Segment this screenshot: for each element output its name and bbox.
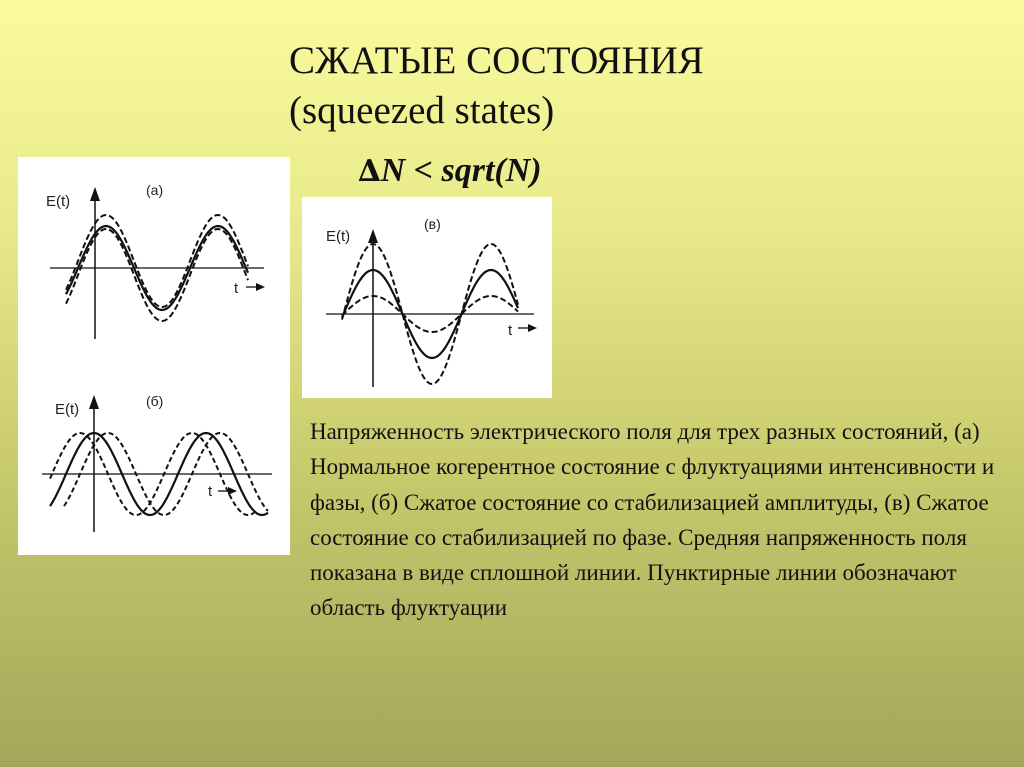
diagram-v-t-arrow-head <box>528 324 537 332</box>
diagram-a-y-label: E(t) <box>46 193 71 210</box>
diagram-b-t-arrow-head <box>228 487 237 495</box>
diagram-v-y-label: E(t) <box>326 228 351 245</box>
diagram-a-panel-label: (а) <box>146 182 164 198</box>
diagrams-a-b-svg <box>18 157 290 555</box>
slide-title <box>289 36 704 136</box>
title-line-1: СЖАТЫЕ СОСТОЯНИЯ <box>289 39 704 82</box>
delta-symbol: ∆ <box>358 154 381 189</box>
diagram-b <box>42 393 272 532</box>
title-line-2: (squeezed states) <box>289 89 555 132</box>
diagram-b-x-label: t <box>208 483 213 500</box>
diagram-a <box>46 182 265 339</box>
diagram-panel-left <box>18 157 290 555</box>
diagram-v-y-arrow <box>368 229 378 243</box>
diagram-v-svg <box>302 197 552 398</box>
diagram-b-panel-label: (б) <box>146 393 164 409</box>
diagram-a-y-arrow <box>90 187 100 201</box>
diagram-b-y-arrow <box>89 395 99 409</box>
diagram-panel-right <box>302 197 552 398</box>
diagram-a-x-label: t <box>234 280 239 297</box>
diagram-v-x-label: t <box>508 322 513 339</box>
formula-text: N < sqrt(N) <box>380 152 542 189</box>
diagram-a-upper-dashed <box>66 215 248 307</box>
caption-text: Напряженность электрического поля для трех разных состояний, (а) Нормальное когерентное состояние с флуктуациями интенсивности и фазы, (б) Сжатое состояние со стабилизацией амплитуды, (в) Сжатое состояние со стабилизацией по фазе. Средняя напряженность поля показана в виде сплошной линии. Пунктирные линии обозначают область флуктуации <box>310 419 995 621</box>
formula <box>358 152 542 190</box>
diagram-a-t-arrow-head <box>256 283 265 291</box>
diagram-v-panel-label: (в) <box>424 216 441 232</box>
diagram-b-y-label: E(t) <box>55 401 80 418</box>
diagram-v <box>326 216 537 387</box>
